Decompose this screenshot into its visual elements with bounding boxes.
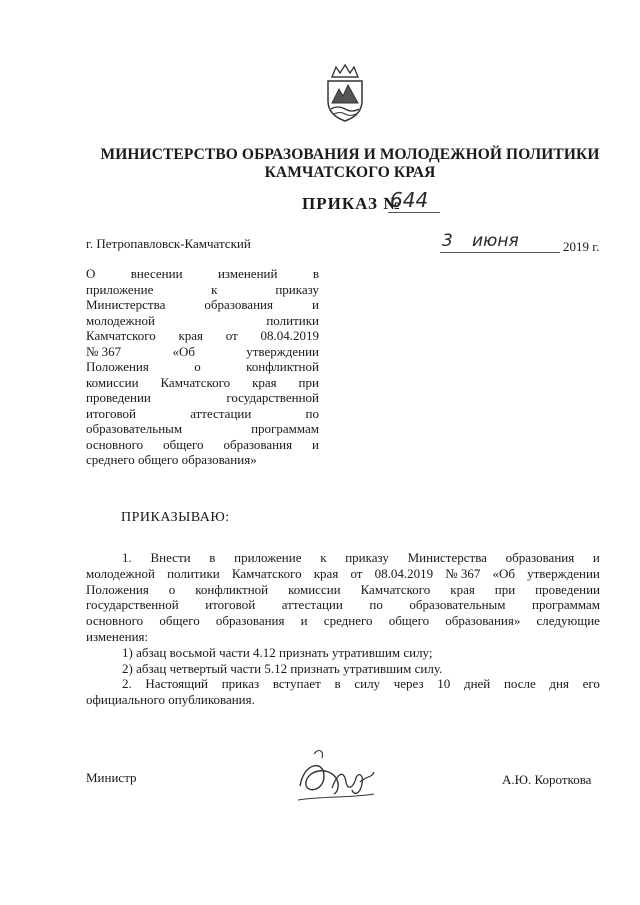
date-year: 2019 г. xyxy=(563,239,600,254)
body-line-word: и xyxy=(300,613,308,629)
body-line-word: утверждении xyxy=(527,565,600,581)
body-line-word: 1) абзац восьмой части 4.12 признать утратившим силу; xyxy=(122,644,433,660)
subject-line xyxy=(86,452,319,468)
body-line-word: Положения xyxy=(86,581,149,597)
body-line-word: аттестации xyxy=(281,597,343,613)
body-line-word: дня xyxy=(549,676,569,692)
subject-line-word: О xyxy=(86,266,96,281)
body-line-word: итоговой xyxy=(205,597,256,613)
body-line xyxy=(86,613,600,629)
body-line-word: следующие xyxy=(536,613,600,629)
body-line-word: общего xyxy=(388,613,430,629)
body-line-word: среднего xyxy=(323,613,373,629)
body-line-word: комиссии xyxy=(288,581,341,597)
body-line xyxy=(86,566,600,582)
subject-line-word: аттестации xyxy=(190,405,252,421)
body-line-word: № 367 xyxy=(445,565,481,581)
body-line-word: через xyxy=(393,676,424,692)
signatory-name: А.Ю. Короткова xyxy=(502,772,592,787)
subject-line-word: общего xyxy=(163,436,204,452)
body-line-word: официального опубликования. xyxy=(86,692,255,708)
body-line-word: при xyxy=(494,581,516,597)
subject-line-word: комиссии xyxy=(86,374,139,390)
signatory-position: Министр xyxy=(86,770,137,785)
body-line-word: приказ xyxy=(221,676,260,692)
subject-line-word: изменений xyxy=(217,266,278,281)
subject-line-word: и xyxy=(312,436,319,452)
ministry-name-line2: КАМЧАТСКОГО КРАЯ xyxy=(264,164,436,181)
subject-line-word: при xyxy=(298,374,319,390)
subject-line-word: о xyxy=(194,359,201,374)
subject-line-word: Министерства xyxy=(86,297,166,312)
subject-line-word: Камчатского xyxy=(86,328,156,343)
subject-line xyxy=(86,344,319,360)
subject-line-word: образования xyxy=(204,297,273,312)
subject-line-word: итоговой xyxy=(86,405,136,421)
ministry-name-line1: МИНИСТЕРСТВО ОБРАЗОВАНИЯ И МОЛОДЕЖНОЙ ПОЛИТИКИ xyxy=(100,146,600,163)
subject-line-word: № 367 xyxy=(86,343,122,359)
body-line-word: 08.04.2019 xyxy=(374,565,434,581)
subject-line-word: государственной xyxy=(226,390,319,405)
subject-line-word: конфликтной xyxy=(246,359,319,374)
body-line-word: вступает xyxy=(272,676,321,692)
subject-line xyxy=(86,313,319,329)
body-line-word: 2) абзац четвертый части 5.12 признать утратившим силу. xyxy=(122,660,443,676)
body-line-word: конфликтной xyxy=(195,581,269,597)
body-line-word: 10 xyxy=(437,676,451,692)
body-line-word: «Об xyxy=(492,565,515,581)
body-line-word: в xyxy=(334,676,341,692)
subject-line-word: проведении xyxy=(86,390,151,405)
subject-line-word: 08.04.2019 xyxy=(260,328,319,343)
subject-line-word: молодежной xyxy=(86,312,155,328)
body-line-word: Камчатского xyxy=(231,565,302,581)
subject-line-word: среднего общего образования» xyxy=(86,452,257,467)
order-body xyxy=(86,550,600,708)
order-subject xyxy=(86,266,319,468)
body-line-word: Камчатского xyxy=(360,581,431,597)
subject-line xyxy=(86,297,319,313)
body-line-word: края xyxy=(450,581,475,597)
subject-line-word: от xyxy=(225,328,238,343)
body-line xyxy=(86,645,600,661)
date-month: июня xyxy=(472,231,519,251)
body-line-word: и xyxy=(592,550,600,565)
body-line-word: 2. xyxy=(122,676,132,692)
body-line-word: программам xyxy=(532,597,600,613)
subject-line-word: образовательным xyxy=(86,421,183,436)
subject-line-word: основного xyxy=(86,436,144,452)
subject-line-word: программам xyxy=(251,421,319,436)
subject-line xyxy=(86,421,319,437)
body-line-word: дней xyxy=(463,676,491,692)
order-number-underline xyxy=(388,212,440,213)
body-line-word: изменения: xyxy=(86,628,149,644)
body-line xyxy=(86,661,600,677)
date-day: 3 xyxy=(442,231,453,251)
body-line-word: его xyxy=(582,676,600,692)
body-line-word: 1. xyxy=(122,550,132,565)
subject-line-word: по xyxy=(305,405,319,421)
body-line-word: образования xyxy=(505,550,575,565)
subject-line xyxy=(86,375,319,391)
subject-line-word: Камчатского xyxy=(160,374,231,390)
body-line-word: силу xyxy=(354,676,381,692)
body-line-word: края xyxy=(313,565,339,581)
body-line-word: политики xyxy=(167,565,220,581)
body-line-word: молодежной xyxy=(86,565,155,581)
subject-line xyxy=(86,390,319,406)
body-line xyxy=(86,676,600,692)
ministry-name xyxy=(60,146,640,182)
coat-of-arms-emblem xyxy=(322,63,368,123)
body-line-word: государственной xyxy=(86,597,179,613)
subject-line-word: внесении xyxy=(130,266,183,281)
subject-line-word: к xyxy=(211,281,218,297)
body-line-word: образования xyxy=(215,613,285,629)
body-line-word: общего xyxy=(159,613,200,629)
body-line-word: после xyxy=(503,676,536,692)
body-line-word: приложение xyxy=(234,550,302,565)
body-line-word: основного xyxy=(86,613,144,629)
subject-line-word: края xyxy=(252,374,277,390)
subject-line-word: приложение xyxy=(86,281,154,297)
subject-line-word: политики xyxy=(266,312,319,328)
body-line-word: образовательным xyxy=(409,597,506,613)
order-title: ПРИКАЗ № xyxy=(302,194,402,213)
body-line-word: в xyxy=(209,550,216,565)
city-label: г. Петропавловск-Камчатский xyxy=(86,236,251,251)
body-line-word: Настоящий xyxy=(145,676,209,692)
body-line xyxy=(86,692,600,708)
subject-line xyxy=(86,406,319,422)
subject-line-word: утверждении xyxy=(246,343,319,359)
subject-line-word: приказу xyxy=(275,281,319,297)
body-line xyxy=(86,582,600,598)
subject-line xyxy=(86,359,319,375)
body-line-word: к xyxy=(320,550,327,565)
decree-heading: ПРИКАЗЫВАЮ: xyxy=(121,510,230,525)
body-line-word: проведении xyxy=(535,581,600,597)
body-line-word: приказу xyxy=(345,550,389,565)
subject-line xyxy=(86,282,319,298)
body-line-word: о xyxy=(168,581,176,597)
subject-line xyxy=(86,328,319,344)
subject-line-word: образования xyxy=(223,436,293,452)
body-line-word: Министерства xyxy=(407,550,487,565)
subject-line-word: «Об xyxy=(172,343,195,359)
subject-line-word: и xyxy=(312,297,319,312)
subject-line-word: в xyxy=(312,266,319,281)
body-line xyxy=(86,597,600,613)
subject-line xyxy=(86,266,319,282)
body-line xyxy=(86,629,600,645)
order-number: 644 xyxy=(390,188,429,212)
subject-line xyxy=(86,437,319,453)
body-line-word: от xyxy=(350,565,363,581)
handwritten-signature xyxy=(294,742,378,810)
subject-line-word: края xyxy=(178,328,204,343)
body-line-word: Внести xyxy=(150,550,191,565)
subject-line-word: Положения xyxy=(86,359,149,374)
body-line-word: по xyxy=(369,597,383,613)
body-line-word: образования» xyxy=(445,613,521,629)
date-underline xyxy=(440,252,560,253)
body-line xyxy=(86,550,600,566)
